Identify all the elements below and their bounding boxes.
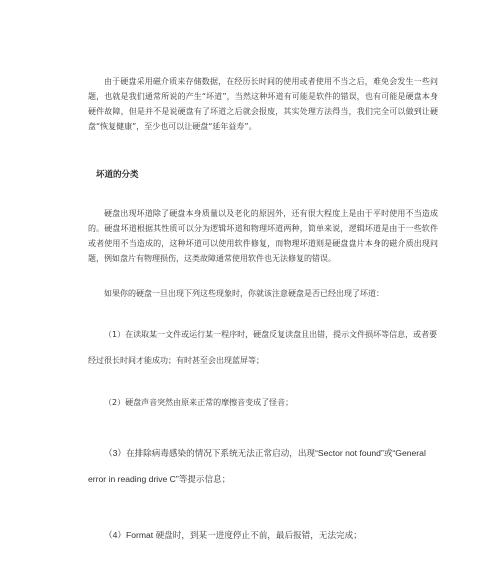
symptoms-intro-paragraph: 如果你的硬盘一旦出现下列这些现象时，你就该注意硬盘是否已经出现了坏道： xyxy=(104,289,384,298)
symptom-item-3: （3）在排除病毒感染的情况下系统无法正常启动，出现“Sector not found”或“General error in reading drive C”等提示信息； xyxy=(88,448,426,484)
symptom-item-2: （2）硬盘声音突然由原来正常的摩擦音变成了怪音； xyxy=(104,398,294,407)
intro-paragraph: 由于硬盘采用磁介质来存储数据，在经历长时间的使用或者使用不当之后，难免会发生一些问题，也就是我们通常所说的产生“坏道”，当然这种坏道有可能是软件的错误，也有可能是硬盘本身硬件故障，但是并不是说硬盘有了坏道之后就会报废，其实处理方法得当，我们完全可以做到让硬盘“恢复健康”，至少也可以让硬盘“延年益寿”。 xyxy=(88,77,438,131)
bad-sector-types-paragraph: 硬盘出现坏道除了硬盘本身质量以及老化的原因外，还有很大程度上是由于平时使用不当造成的。硬盘坏道根据其性质可以分为逻辑坏道和物理坏道两种，简单来说，逻辑坏道是由于一些软件或者使用不当造成的，这种坏道可以使用软件修复，而物理坏道则是硬盘盘片本身的磁介质出现问题，例如盘片有物理损伤，这类故障通常使用软件也无法修复的错误。 xyxy=(88,209,438,263)
symptom-item-1: （1）在读取某一文件或运行某一程序时，硬盘反复读盘且出错，提示文件损坏等信息，或者要经过很长时间才能成功；有时甚至会出现蓝屏等； xyxy=(88,330,438,365)
symptom-item-4: （4）Format 硬盘时，到某一进度停止不前，最后报错，无法完成； xyxy=(104,530,362,540)
section-heading: 坏道的分类 xyxy=(96,170,139,180)
